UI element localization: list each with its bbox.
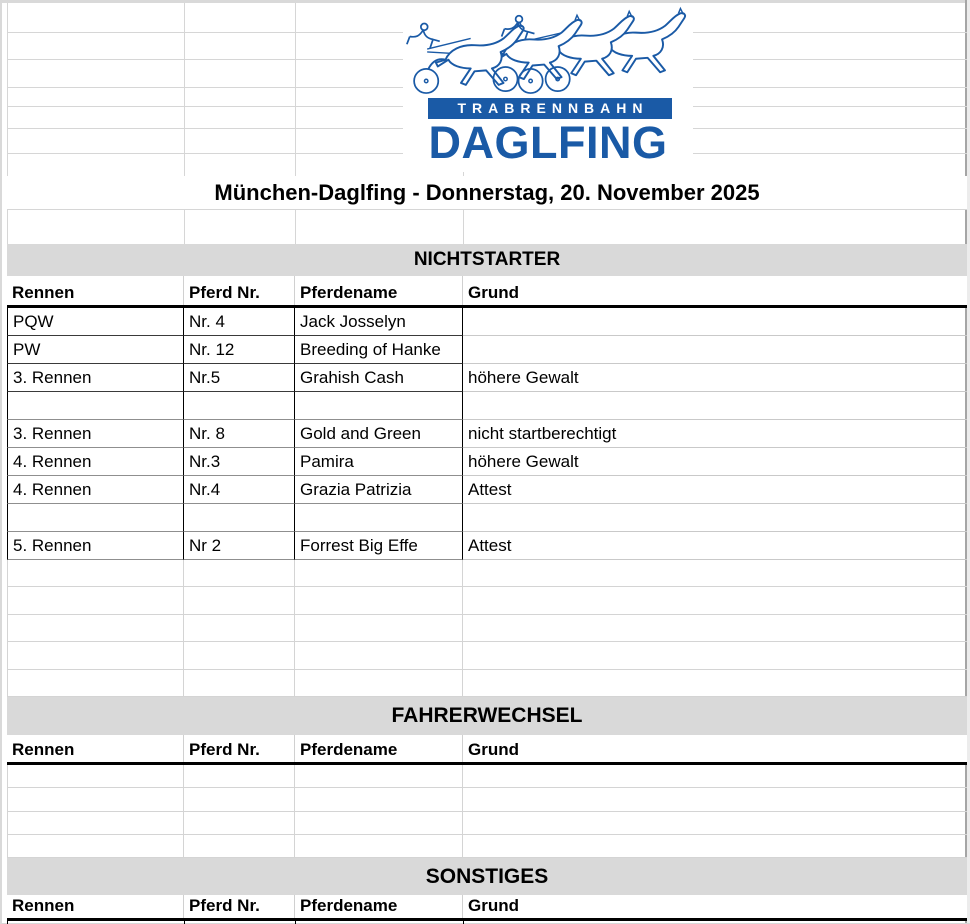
table-row-empty — [7, 587, 967, 614]
cell-pferdename — [295, 392, 463, 420]
page-edge-top — [0, 0, 970, 3]
section-header-fahrerwechsel: FAHRERWECHSEL — [7, 697, 967, 735]
nichtstarter-column-headers — [7, 276, 967, 308]
cell-pferd-nr: Nr. 12 — [184, 336, 295, 364]
cell-pferdename: Pamira — [295, 448, 463, 476]
cell-empty — [295, 615, 463, 642]
cell-grund: höhere Gewalt — [463, 448, 967, 476]
table-row — [7, 420, 967, 448]
column-header-rennen: Rennen — [7, 895, 184, 918]
table-row — [7, 448, 967, 476]
gridline — [184, 209, 185, 244]
cell-empty — [184, 615, 295, 642]
page-title: München-Daglfing - Donnerstag, 20. November 2025 — [7, 176, 967, 210]
cell-rennen — [7, 392, 184, 420]
cell-empty — [184, 765, 295, 788]
cell-pferdename: Jack Josselyn — [295, 308, 463, 336]
cell-empty — [295, 642, 463, 669]
gridline — [463, 209, 464, 244]
cell-empty — [7, 788, 184, 811]
table-row — [7, 336, 967, 364]
cell-pferd-nr: Nr.5 — [184, 364, 295, 392]
cell-rennen — [7, 504, 184, 532]
cell-pferd-nr: Nr 2 — [184, 532, 295, 560]
cell-pferd-nr: Nr.3 — [184, 448, 295, 476]
cell-rennen: 4. Rennen — [7, 448, 184, 476]
section-header-nichtstarter: NICHTSTARTER — [7, 244, 967, 276]
cell-empty — [295, 812, 463, 835]
cell-empty — [463, 615, 967, 642]
cell-empty — [295, 670, 463, 697]
cell-empty — [7, 812, 184, 835]
trabrennbahn-daglfing-logo — [403, 4, 693, 172]
cell-pferd-nr — [184, 392, 295, 420]
cell-empty — [7, 587, 184, 614]
cell-pferd-nr: Nr.4 — [184, 476, 295, 504]
cell-empty — [184, 560, 295, 587]
cell-empty — [463, 560, 967, 587]
table-row-empty — [7, 670, 967, 697]
logo-trabrennbahn-bar: TRABRENNBAHN — [428, 98, 672, 119]
trotting-horses-illustration — [403, 4, 693, 99]
sonstiges-column-headers — [7, 895, 967, 921]
table-row-empty — [7, 642, 967, 669]
cell-empty — [463, 587, 967, 614]
cell-rennen: 4. Rennen — [7, 476, 184, 504]
column-header-pferd-nr: Pferd Nr. — [184, 895, 295, 918]
column-header-pferdename: Pferdename — [295, 276, 463, 305]
cell-empty — [295, 788, 463, 811]
cell-grund — [463, 392, 967, 420]
table-row-empty — [7, 392, 967, 420]
column-header-grund: Grund — [468, 896, 519, 915]
column-header-grund: Grund — [468, 283, 519, 302]
cell-empty — [295, 765, 463, 788]
gridline — [295, 3, 296, 176]
cell-pferdename: Forrest Big Effe — [295, 532, 463, 560]
cell-empty — [463, 812, 967, 835]
cell-grund: nicht startberechtigt — [463, 420, 967, 448]
column-header-pferd-nr: Pferd Nr. — [184, 735, 295, 762]
fahrerwechsel-column-headers — [7, 735, 967, 765]
cell-grund: Attest — [463, 476, 967, 504]
cell-empty — [184, 812, 295, 835]
cell-empty — [463, 765, 967, 788]
cell-empty — [184, 788, 295, 811]
gridline — [184, 3, 185, 176]
fahrerwechsel-empty-rows — [7, 765, 967, 858]
cell-pferdename: Grahish Cash — [295, 364, 463, 392]
table-row-empty — [7, 560, 967, 587]
cell-pferd-nr: Nr. 4 — [184, 308, 295, 336]
cell-empty — [7, 560, 184, 587]
cell-empty — [7, 835, 184, 858]
cell-empty — [184, 670, 295, 697]
cell-empty — [184, 835, 295, 858]
table-row — [7, 476, 967, 504]
column-header-grund: Grund — [468, 740, 519, 759]
section-header-sonstiges: SONSTIGES — [7, 858, 967, 895]
cell-rennen: 3. Rennen — [7, 420, 184, 448]
cell-empty — [7, 765, 184, 788]
column-header-rennen: Rennen — [7, 735, 184, 762]
table-row — [7, 532, 967, 560]
gridline — [295, 209, 296, 244]
cell-rennen: 3. Rennen — [7, 364, 184, 392]
cell-pferdename: Grazia Patrizia — [295, 476, 463, 504]
table-row-empty — [7, 504, 967, 532]
cell-empty — [463, 788, 967, 811]
cell-empty — [295, 587, 463, 614]
cell-rennen: PQW — [7, 308, 184, 336]
cell-empty — [295, 835, 463, 858]
cell-empty — [7, 670, 184, 697]
cell-grund — [463, 308, 967, 336]
cell-pferdename: Breeding of Hanke — [295, 336, 463, 364]
cell-grund — [463, 336, 967, 364]
column-header-rennen: Rennen — [7, 276, 184, 305]
cell-rennen: PW — [7, 336, 184, 364]
cell-empty — [295, 560, 463, 587]
nichtstarter-empty-rows — [7, 560, 967, 697]
cell-empty — [7, 642, 184, 669]
column-header-pferdename: Pferdename — [295, 735, 463, 762]
logo-daglfing-text: DAGLFING — [428, 117, 668, 168]
cell-empty — [463, 835, 967, 858]
cell-empty — [184, 587, 295, 614]
cell-pferdename: Gold and Green — [295, 420, 463, 448]
cell-grund: höhere Gewalt — [463, 364, 967, 392]
cell-empty — [7, 615, 184, 642]
cell-empty — [463, 642, 967, 669]
table-row-empty — [7, 788, 967, 811]
cell-rennen: 5. Rennen — [7, 532, 184, 560]
cell-grund — [463, 504, 967, 532]
column-header-pferd-nr: Pferd Nr. — [184, 276, 295, 305]
cell-grund: Attest — [463, 532, 967, 560]
table-row-empty — [7, 615, 967, 642]
table-row — [7, 308, 967, 336]
table-row-empty — [7, 812, 967, 835]
cell-pferdename — [295, 504, 463, 532]
table-row-empty — [7, 835, 967, 858]
cell-empty — [184, 642, 295, 669]
nichtstarter-table — [7, 308, 967, 560]
cell-pferd-nr: Nr. 8 — [184, 420, 295, 448]
page-edge-left — [0, 0, 2, 924]
table-row — [7, 364, 967, 392]
table-row-empty — [7, 765, 967, 788]
cell-pferd-nr — [184, 504, 295, 532]
column-header-pferdename: Pferdename — [295, 895, 463, 918]
cell-empty — [463, 670, 967, 697]
